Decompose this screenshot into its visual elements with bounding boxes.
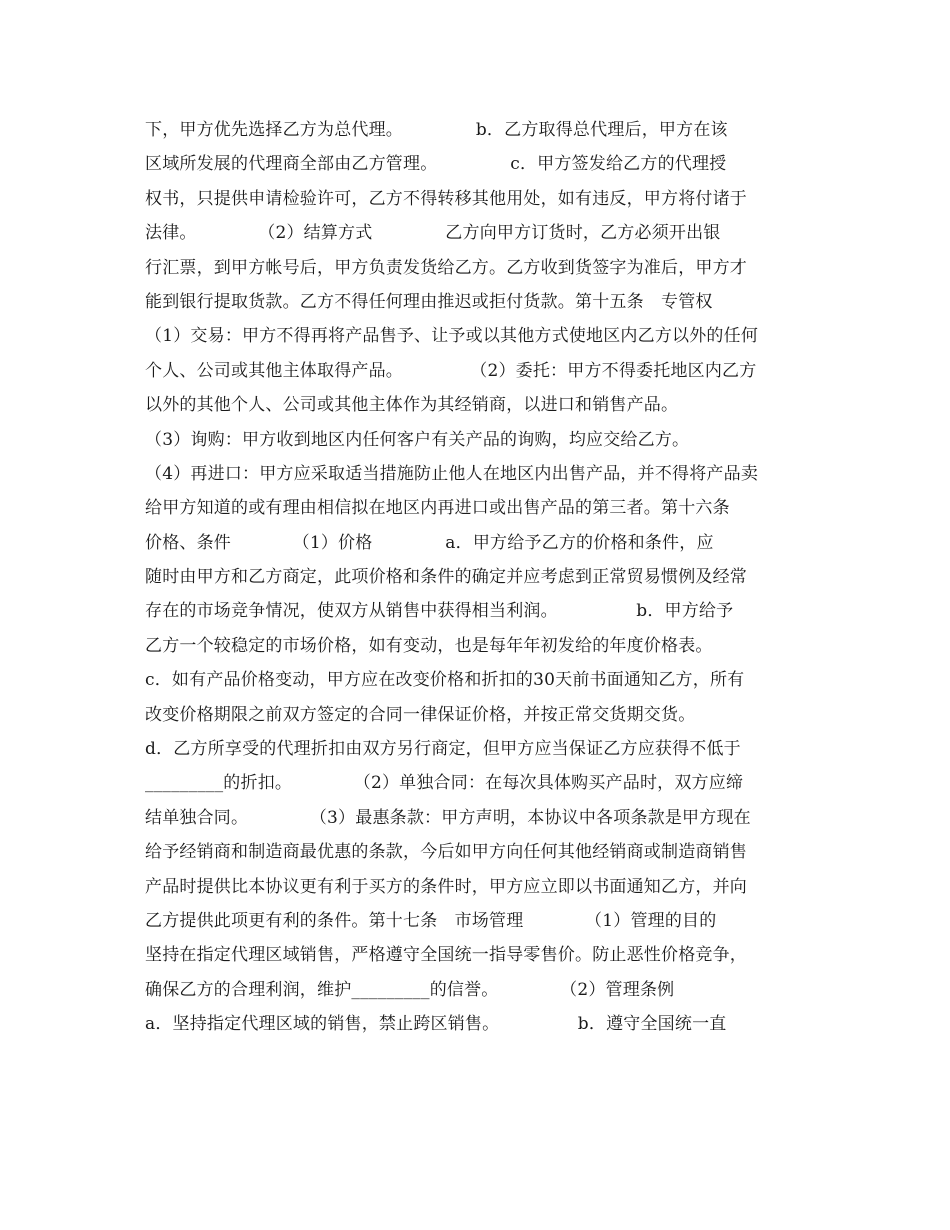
text-line-20: _________的折扣。 （2）单独合同：在每次具体购买产品时，双方应缔 [145,773,744,794]
text-line-10: （3）询购：甲方收到地区内任何客户有关产品的询购，均应交给乙方。 [145,429,690,450]
text-line-18: 改变价格期限之前双方签定的合同一律保证价格，并按正常交货期交货。 [145,704,696,725]
text-line-4: 法律。 （2）结算方式 乙方向甲方订货时，乙方必须开出银 [145,223,721,244]
text-line-19: d．乙方所享受的代理折扣由双方另行商定，但甲方应当保证乙方应获得不低于 [145,739,741,760]
text-line-6: 能到银行提取货款。乙方不得任何理由推迟或拒付货款。第十五条 专管权 [145,291,713,312]
text-line-2: 区域所发展的代理商全部由乙方管理。 c．甲方签发给乙方的代理授 [145,154,727,175]
text-line-7: （1）交易：甲方不得再将产品售予、让予或以其他方式使地区内乙方以外的任何 [145,326,759,347]
text-line-16: 乙方一个较稳定的市场价格，如有变动，也是每年年初发给的年度价格表。 [145,635,713,656]
text-line-26: 确保乙方的合理利润，维护_________的信誉。 （2）管理条例 [145,979,675,1000]
text-line-27: a．坚持指定代理区域的销售，禁止跨区销售。 b．遵守全国统一直 [145,1014,727,1035]
text-line-1: 下，甲方优先选择乙方为总代理。 b．乙方取得总代理后，甲方在该 [145,120,728,140]
text-line-3: 权书，只提供申请检验许可，乙方不得转移其他用处，如有违反，甲方将付诸于 [145,188,747,209]
text-line-11: （4）再进口：甲方应采取适当措施防止他人在地区内出售产品，并不得将产品卖 [145,463,759,484]
text-line-5: 行汇票，到甲方帐号后，甲方负责发货给乙方。乙方收到货签字为准后，甲方才 [145,257,747,278]
text-line-9: 以外的其他个人、公司或其他主体作为其经销商，以进口和销售产品。 [145,395,679,416]
text-line-8: 个人、公司或其他主体取得产品。 （2）委托：甲方不得委托地区内乙方 [145,360,757,381]
contract-text-body [145,113,815,1042]
text-line-12: 给甲方知道的或有理由相信拟在地区内再进口或出售产品的第三者。第十六条 [145,498,730,519]
text-line-22: 给予经销商和制造商最优惠的条款，今后如甲方向任何其他经销商或制造商销售 [145,842,747,863]
text-line-23: 产品时提供比本协议更有利于买方的条件时，甲方应立即以书面通知乙方，并向 [145,876,747,897]
text-line-13: 价格、条件 （1）价格 a．甲方给予乙方的价格和条件，应 [145,532,714,553]
text-line-14: 随时由甲方和乙方商定，此项价格和条件的确定并应考虑到正常贸易惯例及经常 [145,567,747,588]
text-line-25: 坚持在指定代理区域销售，严格遵守全国统一指导零售价。防止恶性价格竞争， [145,945,747,966]
text-line-24: 乙方提供此项更有利的条件。第十七条 市场管理 （1）管理的目的 [145,910,717,931]
text-line-21: 结单独合同。 （3）最惠条款：甲方声明，本协议中各项条款是甲方现在 [145,807,751,828]
text-line-17: c．如有产品价格变动，甲方应在改变价格和折扣的30天前书面通知乙方，所有 [145,670,745,691]
text-line-15: 存在的市场竞争情况，使双方从销售中获得相当利润。 b．甲方给予 [145,601,734,622]
